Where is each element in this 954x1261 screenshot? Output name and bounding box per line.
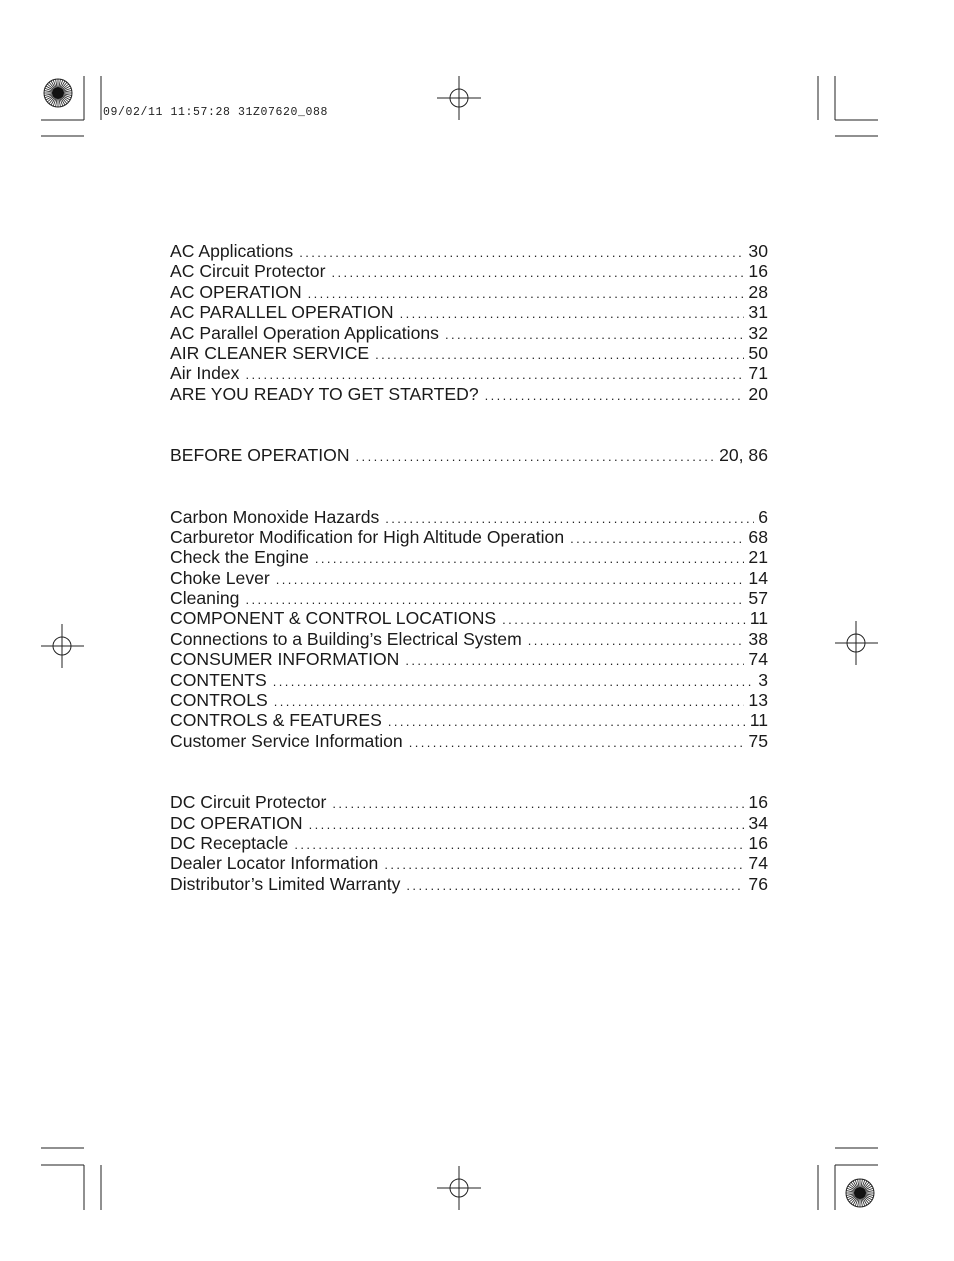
entry-label: Dealer Locator Information <box>170 853 379 874</box>
index-entry <box>170 608 768 628</box>
entry-page: 68 <box>748 526 768 547</box>
dot-leader <box>445 325 744 345</box>
entry-label: Cleaning <box>170 588 240 609</box>
entry-label: DC Circuit Protector <box>170 792 327 813</box>
index-entry <box>170 241 768 261</box>
dot-leader <box>294 835 744 855</box>
dot-leader <box>274 692 745 712</box>
entry-label: Distributor’s Limited Warranty <box>170 873 401 894</box>
entry-label: COMPONENT & CONTROL LOCATIONS <box>170 608 497 629</box>
entry-label: AIR CLEANER SERVICE <box>170 342 370 363</box>
dot-leader <box>405 651 744 671</box>
entry-page: 31 <box>748 302 768 323</box>
starburst-target-bottom-right <box>846 1179 874 1207</box>
entry-page: 75 <box>748 730 768 751</box>
dot-leader <box>273 672 754 692</box>
registration-mark-bottom <box>437 1166 481 1210</box>
entry-label: Carburetor Modification for High Altitude Operation <box>170 526 565 547</box>
index-entry <box>170 690 768 710</box>
entry-label: BEFORE OPERATION <box>170 445 350 466</box>
index-group-c <box>170 507 768 752</box>
dot-leader <box>528 631 745 651</box>
entry-label: Air Index <box>170 363 240 384</box>
dot-leader <box>502 610 746 630</box>
entry-page: 11 <box>749 608 768 629</box>
index-entry <box>170 670 768 690</box>
dot-leader <box>332 794 744 814</box>
dot-leader <box>570 529 744 549</box>
entry-page: 3 <box>758 669 768 690</box>
dot-leader <box>315 549 745 569</box>
entry-label: AC Parallel Operation Applications <box>170 322 439 343</box>
dot-leader <box>409 733 745 753</box>
index-entry <box>170 363 768 383</box>
index-entry <box>170 507 768 527</box>
dot-leader <box>406 876 744 896</box>
index-entry <box>170 384 768 404</box>
entry-label: DC OPERATION <box>170 812 303 833</box>
index-group-a <box>170 241 768 404</box>
entry-label: AC Circuit Protector <box>170 261 326 282</box>
entry-page: 16 <box>748 792 768 813</box>
index-entry <box>170 343 768 363</box>
index-entry <box>170 874 768 894</box>
index-entry <box>170 629 768 649</box>
registration-mark-right <box>835 621 878 665</box>
entry-label: AC Applications <box>170 241 294 261</box>
dot-leader <box>245 365 744 385</box>
dot-leader <box>308 284 745 304</box>
entry-label: CONSUMER INFORMATION <box>170 649 400 670</box>
entry-page: 16 <box>748 261 768 282</box>
index-entry <box>170 710 768 730</box>
dot-leader <box>356 447 716 467</box>
index-entry <box>170 445 768 465</box>
dot-leader <box>384 855 744 875</box>
entry-page: 13 <box>748 690 768 711</box>
dot-leader <box>299 243 744 263</box>
dot-leader <box>309 815 745 835</box>
entry-page: 57 <box>748 588 768 609</box>
entry-page: 38 <box>748 628 768 649</box>
entry-label: Customer Service Information <box>170 730 403 751</box>
entry-page: 14 <box>748 567 768 588</box>
entry-label: AC PARALLEL OPERATION <box>170 302 394 323</box>
entry-label: CONTROLS & FEATURES <box>170 710 382 731</box>
index-list <box>170 241 768 935</box>
dot-leader <box>375 345 744 365</box>
entry-page: 28 <box>748 281 768 302</box>
registration-mark-top <box>437 76 481 120</box>
entry-page: 16 <box>748 832 768 853</box>
dot-leader <box>331 263 744 283</box>
entry-label: ARE YOU READY TO GET STARTED? <box>170 383 479 404</box>
starburst-target-top-left <box>44 79 72 107</box>
entry-page: 20, 86 <box>719 445 768 466</box>
index-entry <box>170 731 768 751</box>
index-entry <box>170 527 768 547</box>
index-group-b <box>170 445 768 465</box>
index-group-d <box>170 792 768 894</box>
entry-page: 34 <box>748 812 768 833</box>
entry-label: DC Receptacle <box>170 832 289 853</box>
dot-leader <box>245 590 744 610</box>
dot-leader <box>388 712 746 732</box>
print-slug: 09/02/11 11:57:28 31Z07620_088 <box>103 106 329 119</box>
entry-page: 74 <box>748 853 768 874</box>
entry-label: Carbon Monoxide Hazards <box>170 506 380 527</box>
entry-label: Choke Lever <box>170 567 270 588</box>
entry-label: CONTROLS <box>170 690 268 711</box>
entry-page: 21 <box>748 547 768 568</box>
index-entry <box>170 547 768 567</box>
index-entry <box>170 792 768 812</box>
entry-page: 32 <box>748 322 768 343</box>
entry-page: 76 <box>748 873 768 894</box>
entry-page: 74 <box>748 649 768 670</box>
entry-label: AC OPERATION <box>170 281 302 302</box>
entry-page: 50 <box>748 342 768 363</box>
dot-leader <box>485 386 745 406</box>
entry-label: Connections to a Building’s Electrical System <box>170 628 522 649</box>
dot-leader <box>400 304 745 324</box>
entry-page: 71 <box>748 363 768 384</box>
index-entry <box>170 833 768 853</box>
entry-label: Check the Engine <box>170 547 309 568</box>
index-entry <box>170 649 768 669</box>
index-entry <box>170 588 768 608</box>
index-entry <box>170 282 768 302</box>
index-entry <box>170 261 768 281</box>
index-entry <box>170 813 768 833</box>
entry-label: CONTENTS <box>170 669 267 690</box>
index-entry <box>170 568 768 588</box>
index-entry <box>170 853 768 873</box>
index-entry <box>170 323 768 343</box>
entry-page: 11 <box>749 710 768 731</box>
registration-mark-left <box>41 624 84 668</box>
entry-page: 20 <box>748 383 768 404</box>
dot-leader <box>276 570 745 590</box>
index-entry <box>170 302 768 322</box>
entry-page: 6 <box>758 506 768 527</box>
dot-leader <box>385 509 754 529</box>
entry-page: 30 <box>748 241 768 261</box>
